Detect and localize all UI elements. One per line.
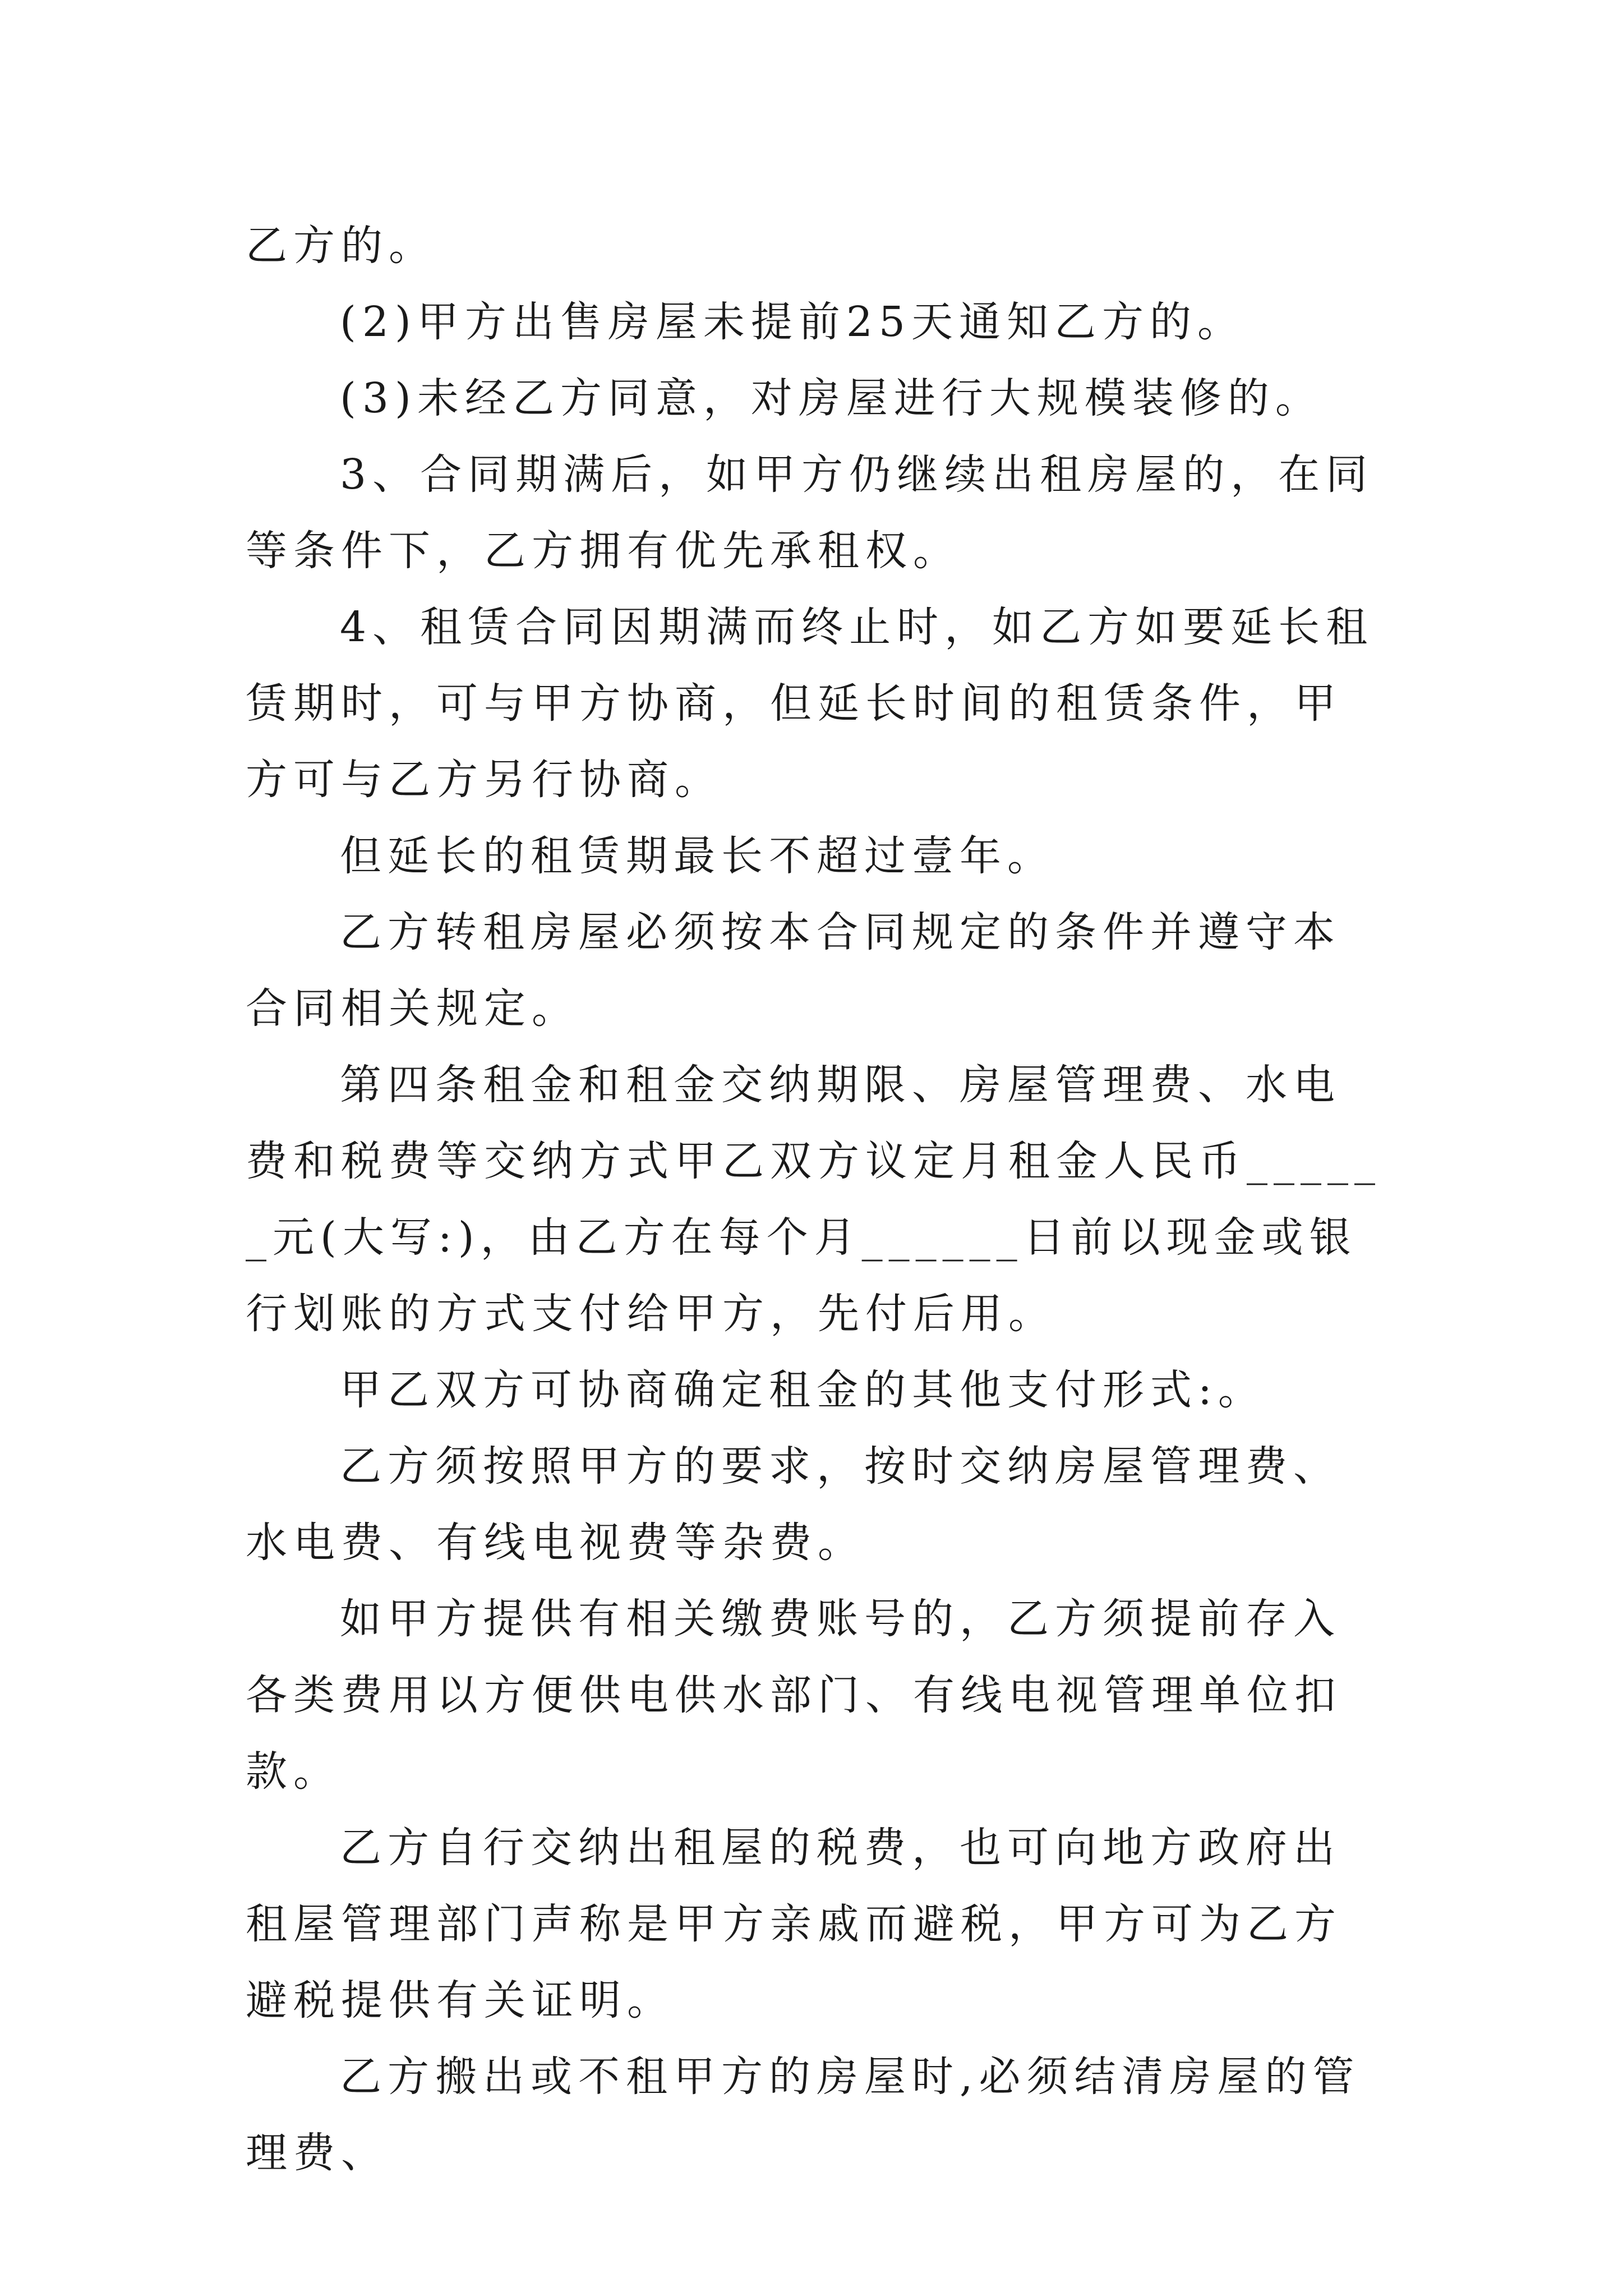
document-body: [246, 208, 1384, 2191]
paragraph: 4、租赁合同因期满而终止时，如乙方如要延长租赁期时，可与甲方协商，但延长时间的租赁条件，甲方可与乙方另行协商。: [246, 603, 1374, 804]
paragraph: 如甲方提供有相关缴费账号的，乙方须提前存入各类费用以方便供电供水部门、有线电视管理单位扣款。: [246, 1595, 1342, 1796]
paragraph: 乙方转租房屋必须按本合同规定的条件并遵守本合同相关规定。: [246, 908, 1341, 1033]
paragraph: 3、合同期满后，如甲方仍继续出租房屋的，在同等条件下，乙方拥有优先承租权。: [246, 450, 1374, 575]
paragraph: 但延长的租赁期最长不超过壹年。: [340, 832, 1055, 880]
paragraph: 乙方自行交纳出租屋的税费，也可向地方政府出租屋管理部门声称是甲方亲戚而避税，甲方可为乙方避税提供有关证明。: [246, 1824, 1342, 2024]
paragraph: 第四条租金和租金交纳期限、房屋管理费、水电费和税费等交纳方式甲乙双方议定月租金人民币______元(大写:)，由乙方在每个月______日前以现金或银行划账的方式支付给甲方，先付后用。: [246, 1061, 1381, 1338]
paragraph: (2)甲方出售房屋未提前25天通知乙方的。: [340, 298, 1245, 346]
paragraph: (3)未经乙方同意，对房屋进行大规模装修的。: [340, 374, 1323, 422]
paragraph: 乙方的。: [246, 222, 436, 270]
paragraph: 甲乙双方可协商确定租金的其他支付形式:。: [340, 1366, 1266, 1414]
paragraph: 乙方搬出或不租甲方的房屋时,必须结清房屋的管理费、: [246, 2053, 1361, 2177]
paragraph: 乙方须按照甲方的要求，按时交纳房屋管理费、水电费、有线电视费等杂费。: [246, 1442, 1341, 1567]
